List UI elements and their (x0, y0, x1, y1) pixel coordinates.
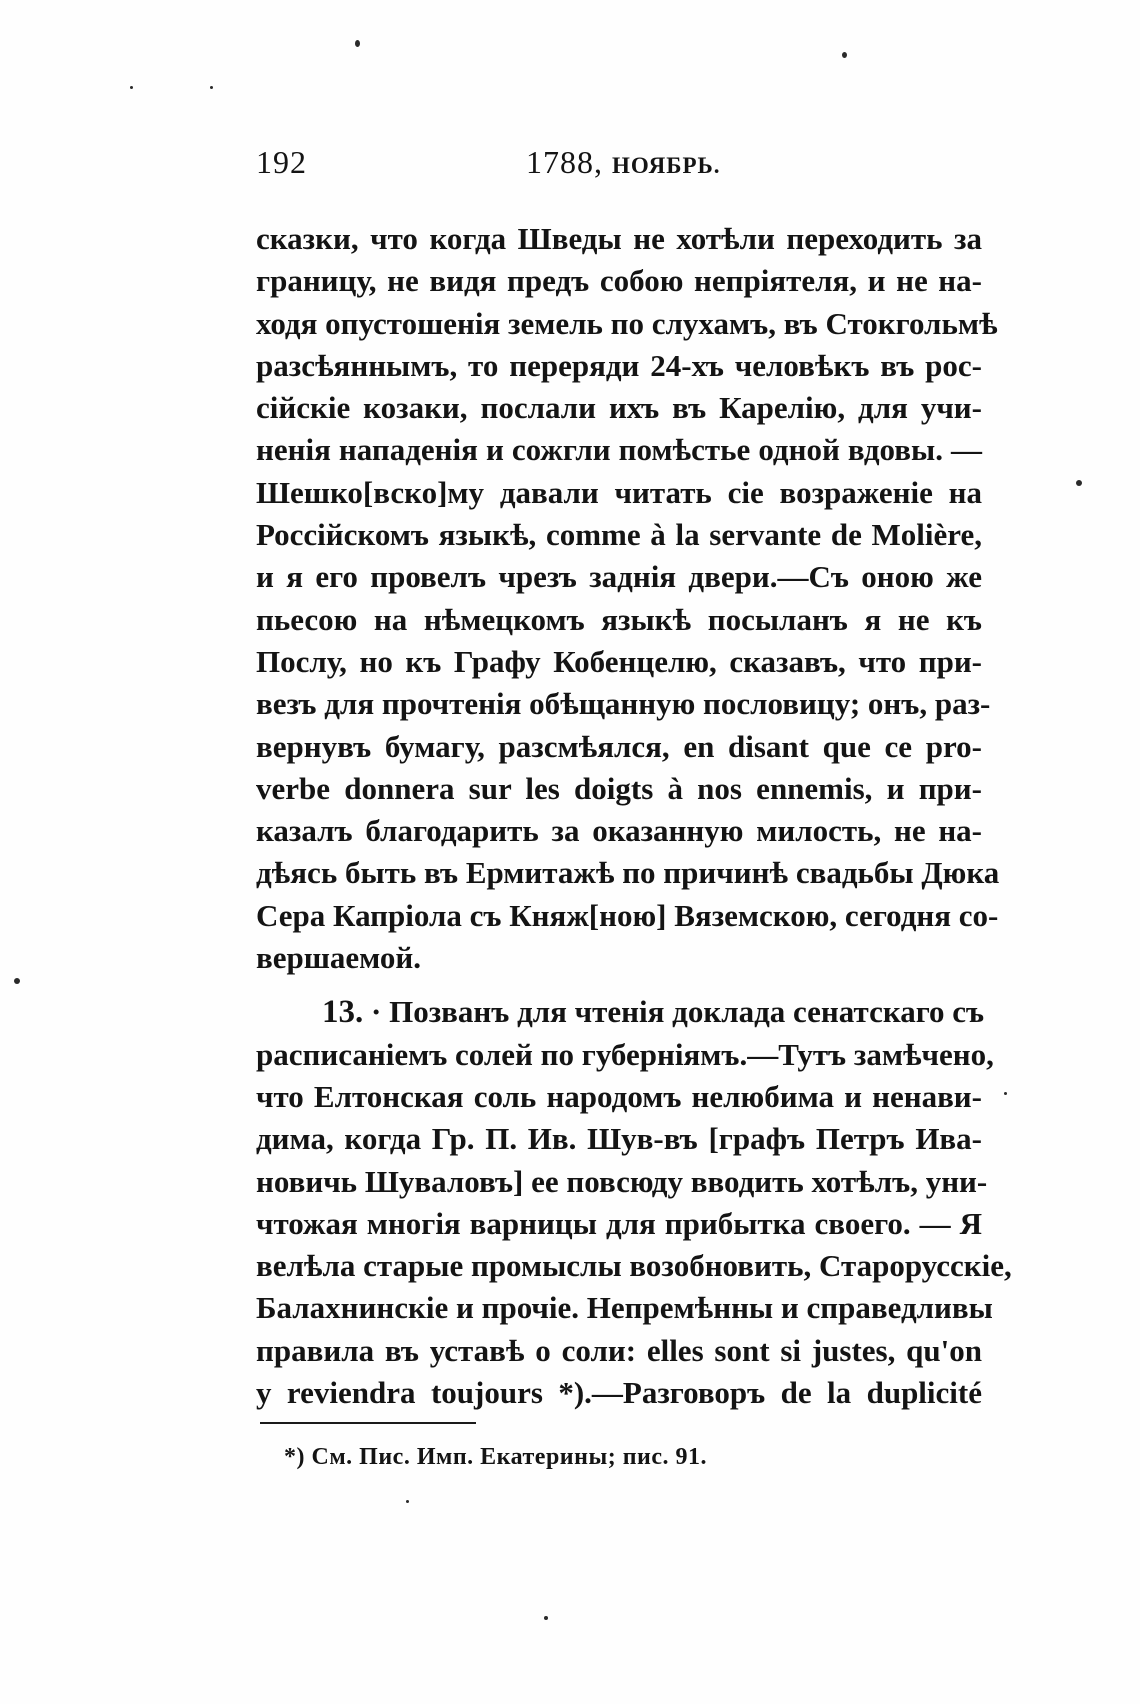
paragraph-continuation (256, 218, 1000, 979)
running-head-year: 1788, (526, 144, 603, 180)
text-line: Сера Капріола съ Княж[ною] Вяземскою, сегодня со- (256, 897, 999, 933)
text-line: чтожая многія варницы для прибытка своего. — Я (256, 1205, 982, 1241)
text-line: пьесою на нѣмецкомъ языкѣ посыланъ я не къ (256, 601, 982, 637)
page-header (256, 144, 982, 188)
text-line: вернувъ бумагу, разсмѣялся, en disant que ce pro- (256, 728, 982, 764)
text-line: сказки, что когда Шведы не хотѣли переходить за (256, 221, 982, 256)
text-line: что Елтонская соль народомъ нелюбима и ненави- (256, 1078, 982, 1114)
scan-speck (355, 40, 360, 47)
scan-speck (842, 52, 847, 58)
paragraph-gap (256, 979, 982, 991)
text-line: правила въ уставѣ о соли: elles sont si justes, qu'on (256, 1332, 982, 1368)
text-line: дима, когда Гр. П. Ив. Шув-въ [графъ Петръ Ива- (256, 1121, 982, 1157)
running-head-month: НОЯБРЬ. (612, 153, 721, 178)
scan-speck (130, 86, 133, 89)
text-line: расписаніемъ солей по губерніямъ.—Тутъ замѣчено, (256, 1036, 994, 1072)
text-line: y reviendra toujours *).—Разговоръ de la duplicité (256, 1375, 982, 1411)
text-line: verbe donnera sur les doigts à nos ennemis, и при- (256, 770, 982, 806)
scan-speck (210, 86, 213, 89)
running-head (526, 144, 720, 181)
text-line: Шешко[вско]му давали читать сіе возраженіе на (256, 474, 982, 510)
first-line-text: Позванъ для чтенія доклада сенатскаго съ (389, 994, 985, 1030)
scan-speck (1076, 480, 1082, 486)
scan-speck (14, 978, 20, 984)
text-line: и я его провелъ чрезъ заднія двери.—Съ оною же (256, 559, 982, 595)
text-line: ходя опустошенія земель по слухамъ, въ Стокгольмѣ (256, 305, 998, 341)
text-line: везъ для прочтенія обѣщанную пословицу; онъ, раз- (256, 686, 991, 722)
text-line: казалъ благодарить за оказанную милость, не на- (256, 813, 982, 849)
text-line: Послу, но къ Графу Кобенцелю, сказавъ, что при- (256, 643, 982, 679)
text-line: новичь Шуваловъ] ее повсюду вводить хотѣлъ, уни- (256, 1163, 988, 1199)
text-line: вершаемой. (256, 940, 421, 976)
day-number: 13. (322, 994, 364, 1031)
scan-speck (1004, 1092, 1007, 1095)
text-line: границу, не видя предъ собою непріятеля, и не на- (256, 263, 982, 299)
scan-speck (544, 1616, 548, 1620)
text-line: дѣясь быть въ Ермитажѣ по причинѣ свадьбы Дюка (256, 855, 1000, 891)
footnote-rule (260, 1422, 476, 1424)
paragraph-day-13 (256, 991, 1012, 1414)
text-line: велѣла старые промыслы возобновить, Старорусскіе, (256, 1248, 1012, 1284)
text-line: сійскіе козаки, послали ихъ въ Карелію, для учи- (256, 390, 982, 426)
text-line: Россійскомъ языкѣ, comme à la servante de Molière, (256, 517, 982, 553)
page-number: 192 (256, 144, 307, 180)
scan-speck (406, 1500, 409, 1503)
text-line: ненія нападенія и сожгли помѣстье одной вдовы. — (256, 432, 982, 468)
text-line: Балахнинскіе и прочіе. Непремѣнны и справедливы (256, 1290, 993, 1326)
footnote: *) См. Пис. Имп. Екатерины; пис. 91. (284, 1444, 707, 1470)
text-line: разсѣяннымъ, то переряди 24-хъ человѣкъ въ рос- (256, 347, 982, 383)
text-line-first: 13. · Позванъ для чтенія доклада сенатскаго съ (256, 991, 982, 1033)
body-text (256, 218, 1012, 1414)
